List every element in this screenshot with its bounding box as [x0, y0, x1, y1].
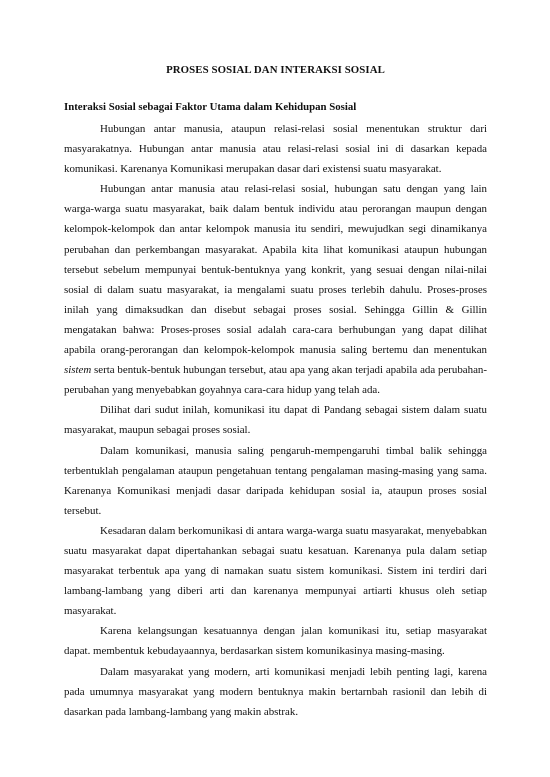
paragraph-7: Dalam masyarakat yang modern, arti komunikasi menjadi lebih penting lagi, karena pada umumnya masyarakat yang modern bentuknya makin bertarnbah rasionil dan lebih di dasarkan pada lambang-lambang yang makin abstrak. — [64, 665, 487, 718]
paragraph-2-text: Hubungan antar manusia atau relasi-relasi sosial, hubungan satu dengan yang lain warga-warga suatu masyarakat, baik dalam bentuk individu atau perorangan maupun dengan kelompok-kelompok dan antar kelompok manusia itu sendiri, mewujudkan segi dinamikanya perubahan dan perkembangan masyarakat. Apabila kita lihat komunikasi ataupun hubungan tersebut sebelum mempunyai bentuk-bentuknya yang konkrit, yang sesuai dengan nilai-nilai sosial di dalam suatu masyarakat, ia mengalami suatu proses terlebih dahulu. Proses-proses inilah yang dimaksudkan dan disebut sebagai proses sosial. Sehingga Gillin & Gillin mengatakan bahwa: Proses-proses sosial adalah cara-cara berhubungan yang dapat dilihat apabila orang-perorangan dan kelompok-kelompok manusia saling bertemu dan menentukan — [64, 183, 487, 357]
section-heading: Interaksi Sosial sebagai Faktor Utama dalam Kehidupan Sosial — [64, 101, 357, 113]
paragraph-2 — [64, 179, 487, 400]
paragraph-4: Dalam komunikasi, manusia saling pengaruh-mempengaruhi timbal balik sehingga terbentuklah pengalaman ataupun pengetahuan tentang pengalaman masing-masing yang sama. Karenanya Komunikasi menjadi dasar daripada kehidupan sosial ia, ataupun proses sosial tersebut. — [64, 444, 487, 517]
paragraph-2-italic: sistem — [64, 364, 92, 377]
paragraph-5: Kesadaran dalam berkomunikasi di antara warga-warga suatu masyarakat, menyebabkan suatu masyarakat dapat dipertahankan sebagai suatu kesatuan. Karenanya pula dalam setiap masyarakat terbentuk apa yang di namakan suatu sistem komunikasi. Sistem ini terdiri dari lambang-lambang yang diberi arti dan karenanya mempunyai artiarti khusus oleh setiap masyarakat. — [64, 524, 487, 618]
paragraph-6: Karena kelangsungan kesatuannya dengan jalan komunikasi itu, setiap masyarakat dapat. membentuk kebudayaannya, berdasarkan sistem komunikasinya masing-masing. — [64, 625, 487, 658]
paragraph-2-tail: serta bentuk-bentuk hubungan tersebut, atau apa yang akan terjadi apabila ada perubahan-perubahan yang menyebabkan goyahnya cara-cara hidup yang telah ada. — [64, 364, 487, 397]
paragraph-3: Dilihat dari sudut inilah, komunikasi itu dapat di Pandang sebagai sistem dalam suatu masyarakat, maupun sebagai proses sosial. — [64, 404, 487, 437]
paragraph-1: Hubungan antar manusia, ataupun relasi-relasi sosial menentukan struktur dari masyarakatnya. Hubungan antar manusia atau relasi-relasi sosial ini di dasarkan kepada komunikasi. Karenanya Komunikasi merupakan dasar dari existensi suatu masyarakat. — [64, 123, 487, 176]
document-title: PROSES SOSIAL DAN INTERAKSI SOSIAL — [166, 64, 385, 76]
